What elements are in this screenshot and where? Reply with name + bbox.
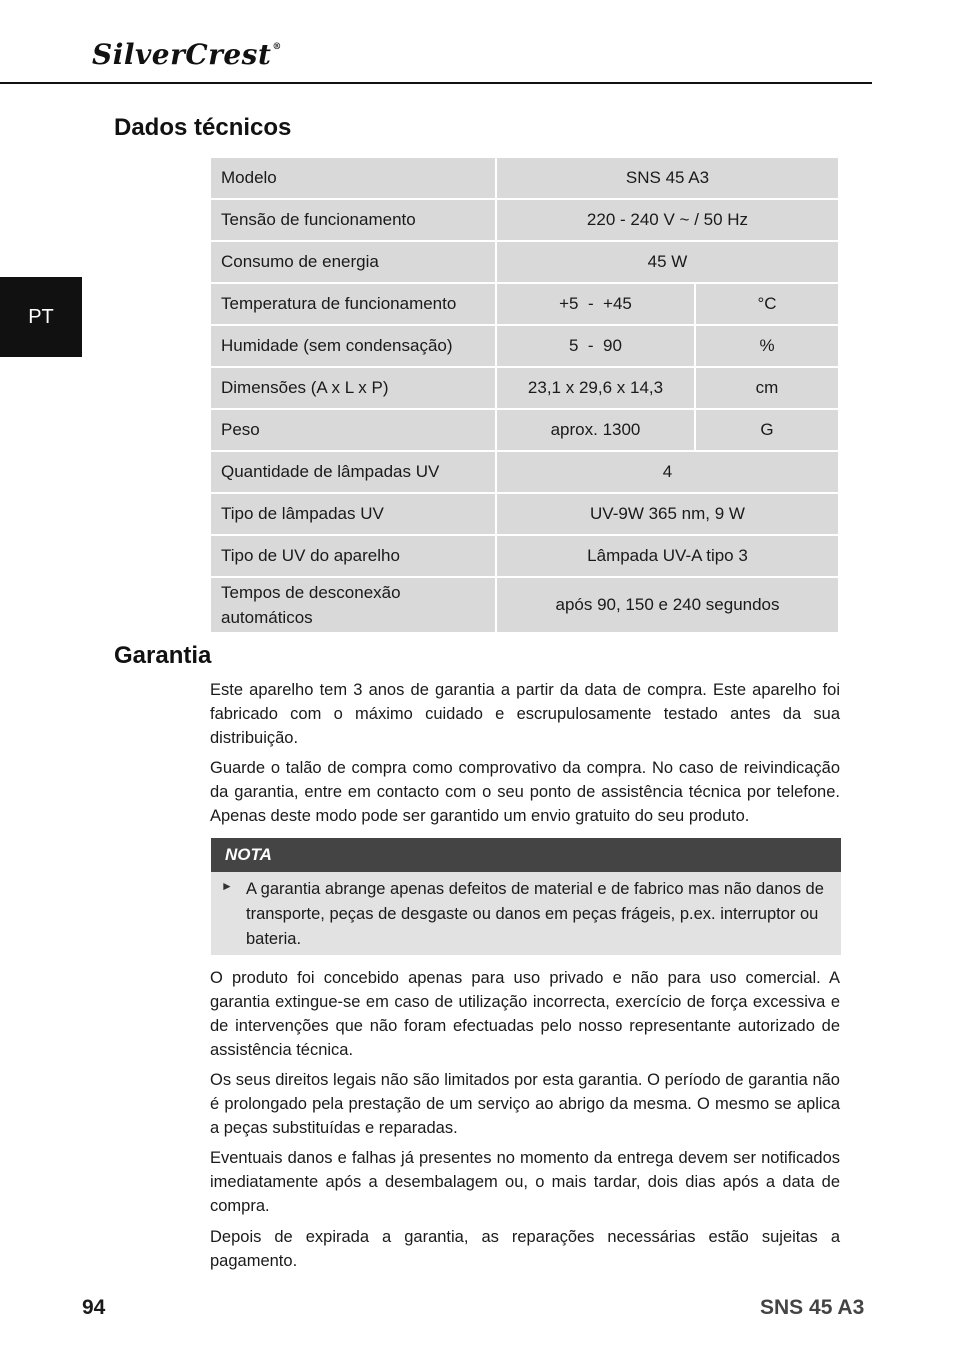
spec-label: Dimensões (A x L x P): [211, 368, 495, 408]
spec-unit: cm: [696, 368, 838, 408]
spec-unit: %: [696, 326, 838, 366]
table-row: [211, 410, 838, 450]
spec-value: +5 - +45: [497, 284, 694, 324]
spec-label: Quantidade de lâmpadas UV: [211, 452, 495, 492]
spec-value: UV-9W 365 nm, 9 W: [497, 494, 838, 534]
table-row: [211, 284, 838, 324]
spec-value: 23,1 x 29,6 x 14,3: [497, 368, 694, 408]
spec-label: Tipo de UV do aparelho: [211, 536, 495, 576]
table-row: [211, 200, 838, 240]
table-row: [211, 494, 838, 534]
warranty-paragraph: Guarde o talão de compra como comprovativo da compra. No caso de reivindicação da garantia, entre em contacto com o seu ponto de assistência técnica por telefone. Apenas deste modo pode ser garantido um envio gratuito do seu produto.: [210, 759, 840, 825]
bullet-arrow-icon: ►: [221, 879, 233, 893]
spec-label: Temperatura de funcionamento: [211, 284, 495, 324]
spec-value: após 90, 150 e 240 segundos: [497, 578, 838, 632]
table-row: [211, 368, 838, 408]
warranty-paragraph: Eventuais danos e falhas já presentes no momento da entrega devem ser notificados imediatamente após a desembalagem ou, o mais tardar, dois dias após a data de compra.: [210, 1149, 840, 1215]
spec-unit: G: [696, 410, 838, 450]
spec-label: Tipo de lâmpadas UV: [211, 494, 495, 534]
spec-label: Modelo: [211, 158, 495, 198]
warranty-paragraph: Depois de expirada a garantia, as reparações necessárias estão sujeitas a pagamento.: [210, 1228, 840, 1270]
table-row: [211, 578, 838, 632]
table-row: [211, 326, 838, 366]
specs-table: [211, 158, 838, 634]
language-tab: PT: [0, 277, 82, 357]
warranty-paragraph: Este aparelho tem 3 anos de garantia a partir da data de compra. Este aparelho foi fabricado com o máximo cuidado e escrupulosamente testado antes da sua distribuição.: [210, 681, 840, 747]
table-row: [211, 158, 838, 198]
spec-value: 4: [497, 452, 838, 492]
spec-label: Tensão de funcionamento: [211, 200, 495, 240]
header-divider: [0, 82, 872, 84]
spec-value: aprox. 1300: [497, 410, 694, 450]
spec-value: 220 - 240 V ~ / 50 Hz: [497, 200, 838, 240]
table-row: [211, 536, 838, 576]
spec-value: 5 - 90: [497, 326, 694, 366]
spec-label: Humidade (sem condensação): [211, 326, 495, 366]
section-heading-technical: Dados técnicos: [114, 114, 292, 141]
brand-logo: SilverCrest®: [92, 38, 282, 71]
warranty-paragraph: O produto foi concebido apenas para uso privado e não para uso comercial. A garantia extingue-se em caso de utilização incorrecta, exercício de força excessiva e de intervenções que não foram efectuadas pelo nosso representante autorizado de assistência técnica.: [210, 969, 840, 1059]
note-text: A garantia abrange apenas defeitos de material e de fabrico mas não danos de transporte, peças de desgaste ou danos em peças frágeis, p.ex. interruptor ou bateria.: [246, 880, 824, 948]
spec-value: 45 W: [497, 242, 838, 282]
note-title: NOTA: [211, 838, 841, 872]
spec-label: Consumo de energia: [211, 242, 495, 282]
note-box: [211, 872, 841, 955]
warranty-paragraph: Os seus direitos legais não são limitados por esta garantia. O período de garantia não é prolongado pela prestação de um serviço ao abrigo da mesma. O mesmo se aplica a peças substituídas e reparadas.: [210, 1071, 840, 1137]
table-row: [211, 452, 838, 492]
page-number: 94: [82, 1296, 106, 1319]
spec-unit: °C: [696, 284, 838, 324]
spec-label: Tempos de desconexão automáticos: [211, 578, 495, 632]
footer-model: SNS 45 A3: [760, 1296, 865, 1319]
section-heading-warranty: Garantia: [114, 642, 212, 669]
spec-value: SNS 45 A3: [497, 158, 838, 198]
table-row: [211, 242, 838, 282]
spec-label: Peso: [211, 410, 495, 450]
spec-value: Lâmpada UV-A tipo 3: [497, 536, 838, 576]
